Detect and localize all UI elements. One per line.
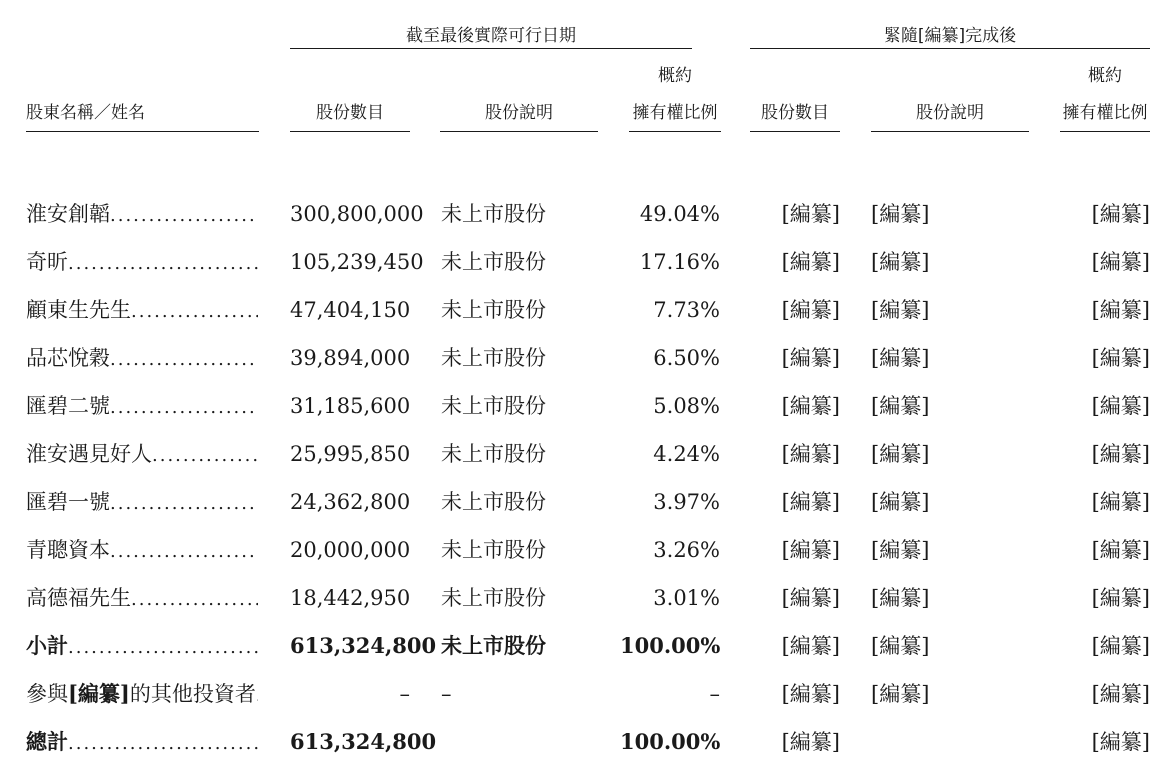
row-pct-after: [編纂] [1091, 202, 1150, 226]
row-desc-after: [編纂] [871, 490, 930, 514]
col-header-desc-after: 股份說明 [916, 103, 984, 123]
row-name [26, 391, 258, 423]
row-shares: 18,442,950 [290, 586, 411, 610]
row-name-text: 的其他投資者 [129, 682, 256, 706]
col-rule-shares [290, 131, 410, 132]
row-desc: 未上市股份 [441, 346, 546, 370]
row-name-text: 參與 [26, 682, 68, 706]
group-header-after: 緊隨[編纂]完成後 [883, 26, 1017, 46]
row-name-text: 淮安遇見好人 [26, 442, 152, 466]
row-pct-after: [編纂] [1091, 730, 1150, 754]
row-name [26, 295, 258, 327]
row-shares-after: [編纂] [781, 442, 840, 466]
leader-dots [110, 201, 258, 231]
leader-dots [68, 249, 258, 279]
row-name [26, 247, 258, 279]
col-header-shares: 股份數目 [316, 103, 384, 123]
leader-dots [131, 297, 258, 327]
leader-dots [110, 489, 258, 519]
row-pct-after: [編纂] [1091, 490, 1150, 514]
row-desc-after: [編纂] [871, 538, 930, 562]
group-rule-before [290, 48, 692, 49]
row-pct: 5.08% [653, 394, 720, 418]
row-desc: 未上市股份 [441, 202, 546, 226]
leader-dots [110, 393, 258, 423]
col-header-pct-line1: 概約 [658, 66, 692, 86]
row-pct: 100.00% [620, 729, 721, 754]
row-pct-after: [編纂] [1091, 298, 1150, 322]
col-rule-desc [440, 131, 598, 132]
row-desc: 未上市股份 [441, 298, 546, 322]
row-pct-after: [編纂] [1091, 442, 1150, 466]
row-desc: 未上市股份 [441, 442, 546, 466]
row-shares: 24,362,800 [290, 490, 411, 514]
row-name-text: 青聰資本 [26, 538, 110, 562]
row-shares-after: [編纂] [781, 586, 840, 610]
col-header-pct-line2: 擁有權比例 [632, 103, 718, 123]
row-pct: 100.00% [620, 633, 721, 658]
row-desc: – [441, 682, 452, 706]
row-pct: 4.24% [653, 442, 720, 466]
row-desc-after: [編纂] [871, 346, 930, 370]
row-shares-after: [編纂] [781, 394, 840, 418]
row-name [26, 535, 258, 567]
row-pct: 7.73% [653, 298, 720, 322]
row-shares-after: [編纂] [781, 730, 840, 754]
row-shares: 47,404,150 [290, 298, 411, 322]
row-pct-after: [編纂] [1091, 586, 1150, 610]
row-name [26, 343, 258, 375]
leader-dots [152, 441, 258, 471]
row-desc: 未上市股份 [441, 538, 546, 562]
col-rule-pct [629, 131, 721, 132]
row-name-text: 淮安創韜 [26, 202, 110, 226]
row-pct-after: [編纂] [1091, 250, 1150, 274]
row-pct-after: [編纂] [1091, 538, 1150, 562]
leader-dots [68, 729, 258, 759]
row-name [26, 727, 258, 759]
row-shares-after: [編纂] [781, 682, 840, 706]
row-shares: 25,995,850 [290, 442, 411, 466]
row-name-text: 匯碧一號 [26, 490, 110, 514]
leader-dots [110, 345, 258, 375]
row-desc-after: [編纂] [871, 250, 930, 274]
row-name-text: 品芯悅穀 [26, 346, 110, 370]
leader-dots [131, 585, 258, 615]
row-name-text: 總計 [26, 729, 68, 754]
row-shares: 31,185,600 [290, 394, 411, 418]
row-pct: 3.97% [653, 490, 720, 514]
row-name-text: 奇昕 [26, 250, 68, 274]
row-shares-after: [編纂] [781, 490, 840, 514]
row-shares: – [399, 682, 410, 706]
row-desc: 未上市股份 [441, 633, 546, 658]
row-pct-after: [編纂] [1091, 682, 1150, 706]
row-desc-after: [編纂] [871, 682, 930, 706]
group-header-before: 截至最後實際可行日期 [406, 26, 576, 46]
row-pct: 3.26% [653, 538, 720, 562]
col-rule-desc-after [871, 131, 1029, 132]
col-rule-name [26, 131, 259, 132]
row-name [26, 487, 258, 519]
row-pct-after: [編纂] [1091, 634, 1150, 658]
row-name [26, 679, 258, 711]
row-desc-after: [編纂] [871, 586, 930, 610]
col-header-name: 股東名稱／姓名 [26, 103, 145, 123]
row-shares-after: [編纂] [781, 538, 840, 562]
row-name [26, 199, 258, 231]
row-name-text: 顧東生先生 [26, 298, 131, 322]
row-desc: 未上市股份 [441, 394, 546, 418]
col-rule-shares-after [750, 131, 840, 132]
row-name-redacted: [編纂] [68, 681, 130, 706]
row-pct-after: [編纂] [1091, 346, 1150, 370]
row-pct: 17.16% [639, 250, 720, 274]
row-pct: 49.04% [639, 202, 720, 226]
row-desc: 未上市股份 [441, 490, 546, 514]
col-header-desc: 股份說明 [485, 103, 553, 123]
row-shares: 39,894,000 [290, 346, 411, 370]
col-header-shares-after: 股份數目 [761, 103, 829, 123]
leader-dots [110, 537, 258, 567]
leader-dots [256, 681, 258, 711]
col-header-pct-after-line2: 擁有權比例 [1062, 103, 1148, 123]
row-desc-after: [編纂] [871, 202, 930, 226]
row-shares-after: [編纂] [781, 202, 840, 226]
row-desc: 未上市股份 [441, 250, 546, 274]
leader-dots [68, 633, 258, 663]
row-pct: – [709, 682, 720, 706]
row-shares: 20,000,000 [290, 538, 411, 562]
col-header-pct-after-line1: 概約 [1088, 66, 1122, 86]
row-name [26, 631, 258, 663]
row-desc-after: [編纂] [871, 442, 930, 466]
row-shares: 613,324,800 [290, 633, 437, 658]
row-shares: 105,239,450 [290, 250, 424, 274]
row-pct: 6.50% [653, 346, 720, 370]
row-pct-after: [編纂] [1091, 394, 1150, 418]
row-name-text: 匯碧二號 [26, 394, 110, 418]
row-desc-after: [編纂] [871, 634, 930, 658]
row-desc-after: [編纂] [871, 298, 930, 322]
row-shares-after: [編纂] [781, 250, 840, 274]
row-shares: 300,800,000 [290, 202, 424, 226]
row-name [26, 583, 258, 615]
row-shares: 613,324,800 [290, 729, 437, 754]
row-desc-after: [編纂] [871, 394, 930, 418]
row-desc: 未上市股份 [441, 586, 546, 610]
row-name-text: 小計 [26, 633, 68, 658]
row-shares-after: [編纂] [781, 634, 840, 658]
row-name-text: 高德福先生 [26, 586, 131, 610]
row-name [26, 439, 258, 471]
row-shares-after: [編纂] [781, 346, 840, 370]
group-rule-after [750, 48, 1150, 49]
row-shares-after: [編纂] [781, 298, 840, 322]
row-pct: 3.01% [653, 586, 720, 610]
col-rule-pct-after [1060, 131, 1150, 132]
